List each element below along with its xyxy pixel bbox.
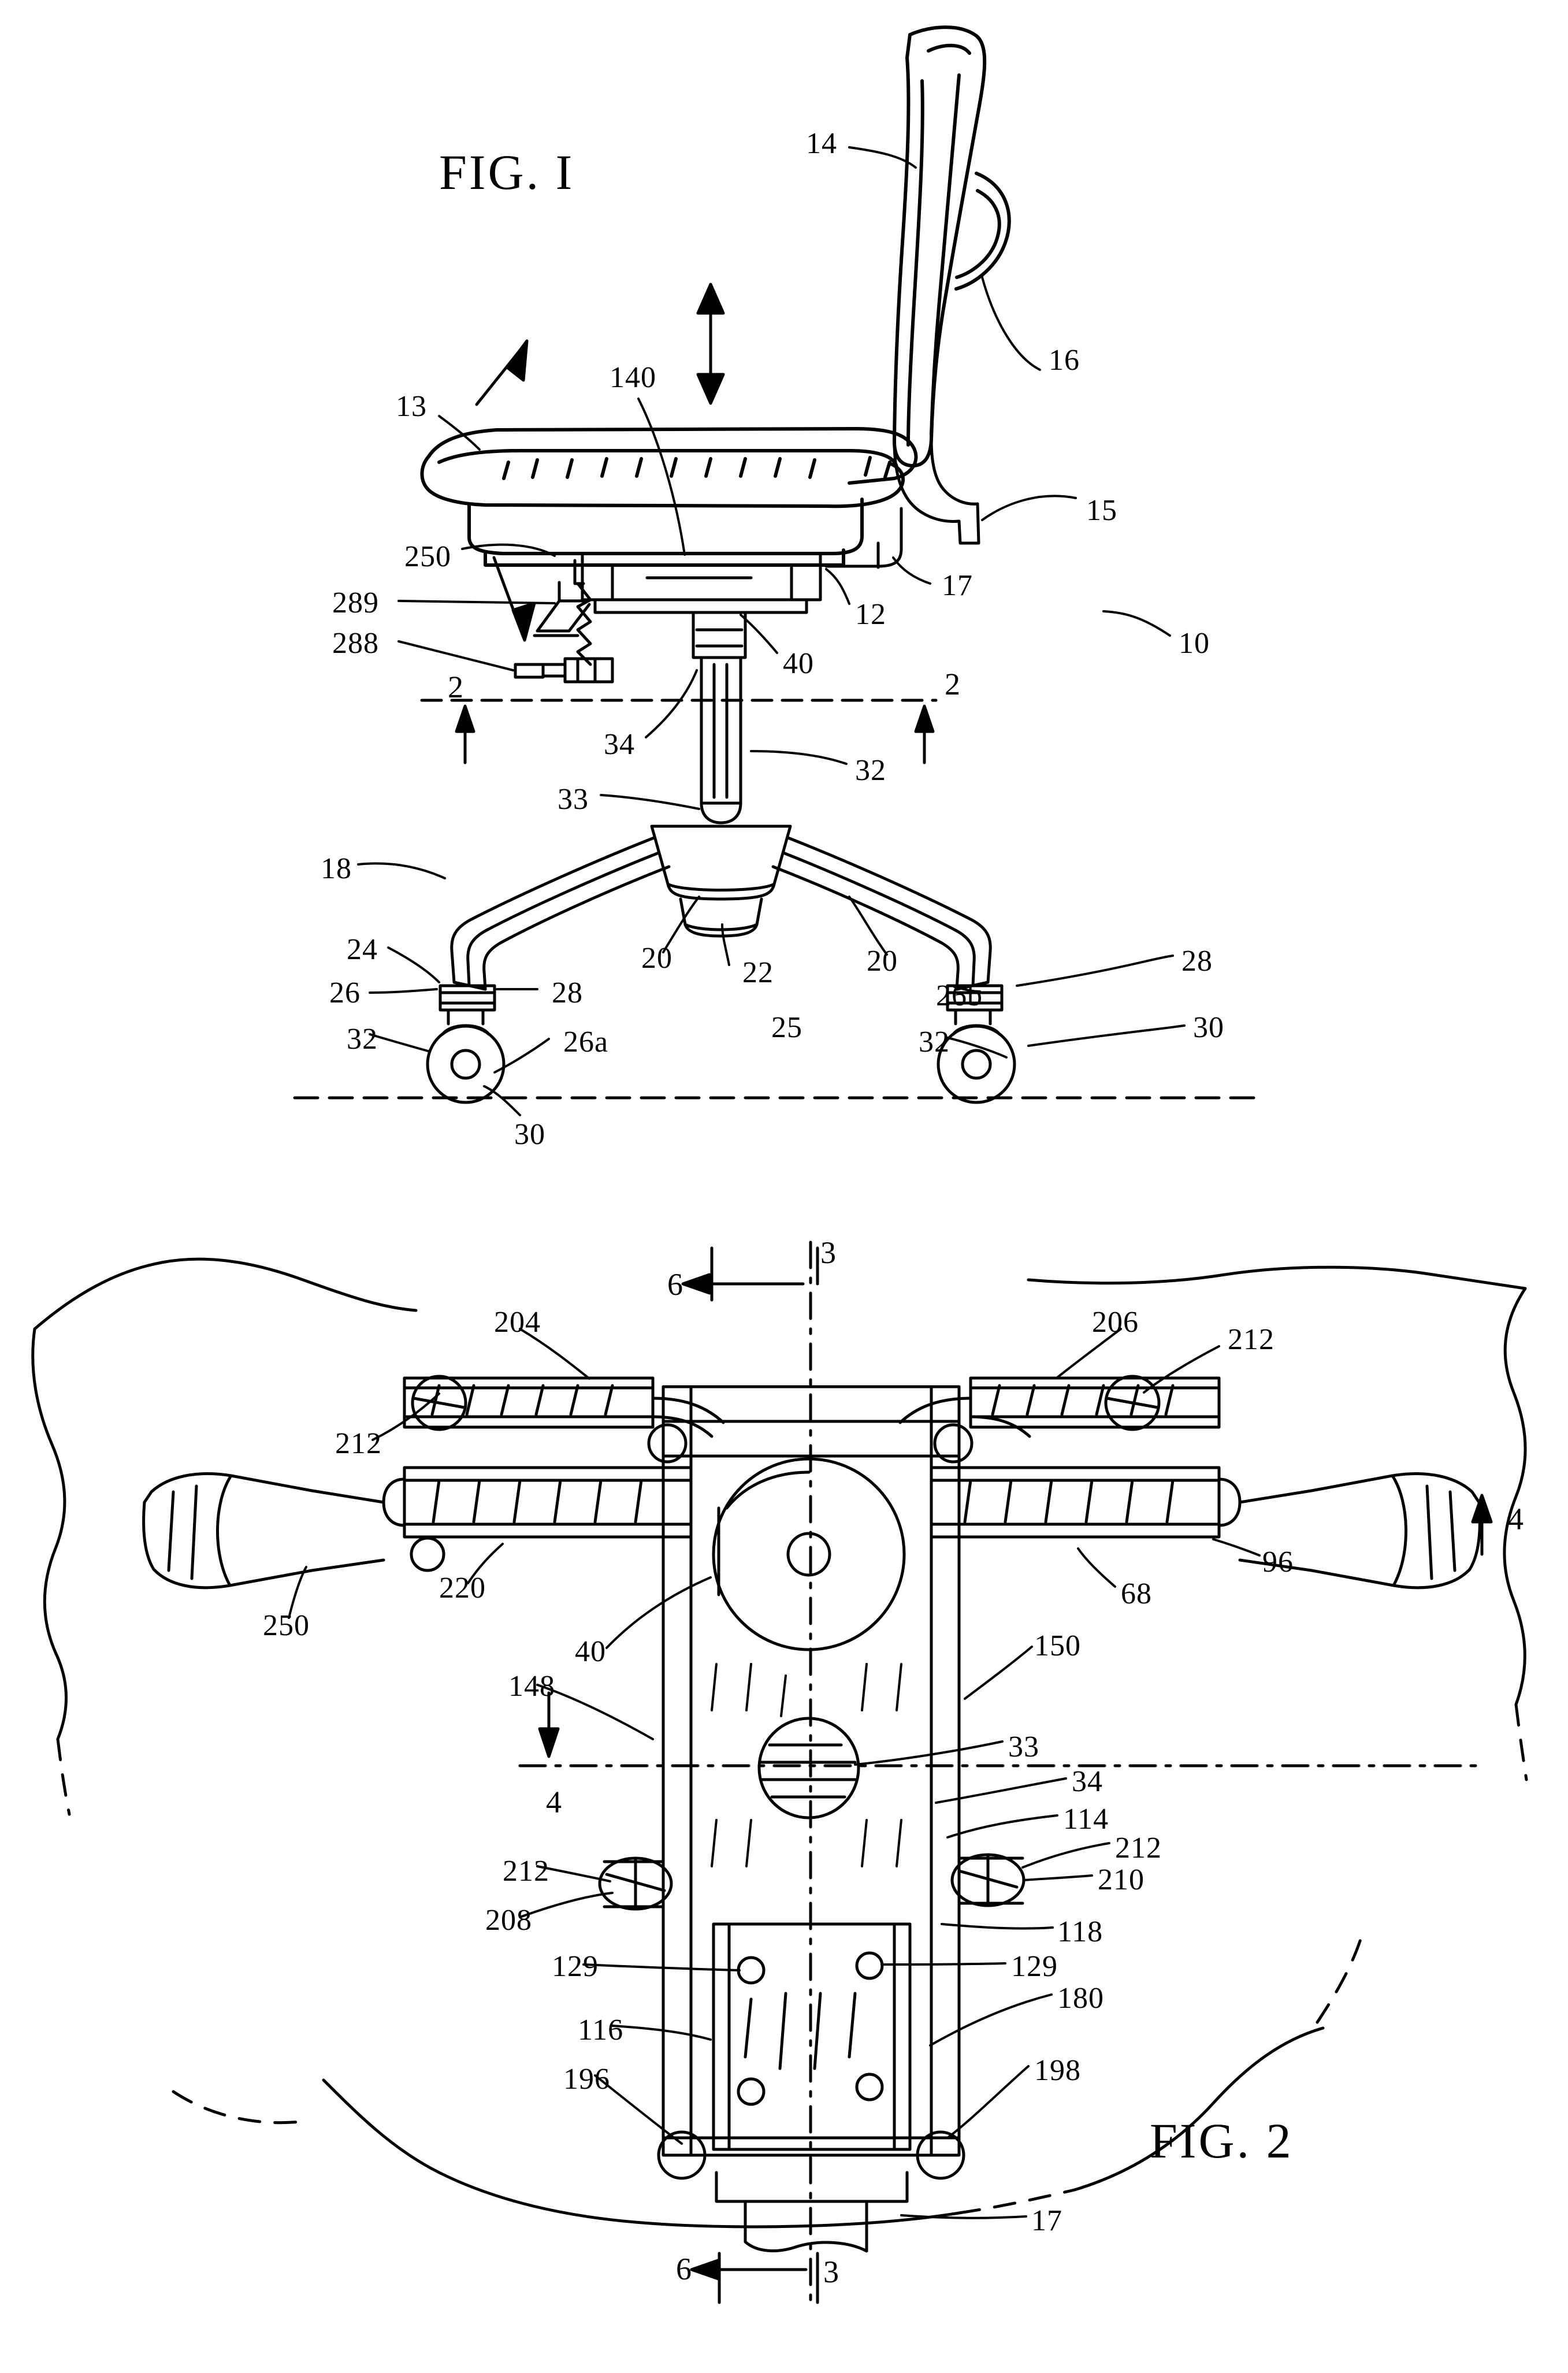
- fig1-control-housing: [582, 554, 820, 612]
- ref-numeral-118: 118: [1057, 1915, 1103, 1948]
- ref-numeral-12: 12: [855, 598, 886, 631]
- ref-numeral-16: 16: [1049, 344, 1080, 377]
- section-mark-3-top: 3: [820, 1235, 836, 1270]
- ref-numeral-210: 210: [1098, 1863, 1145, 1896]
- ref-numeral-250-fig2: 250: [263, 1609, 310, 1642]
- fig2-hub-circle: [714, 1459, 904, 1650]
- ref-numeral-25: 25: [771, 1011, 802, 1044]
- section-mark-6-top: 6: [667, 1267, 683, 1302]
- fig2-section-4-arrows: [540, 1495, 1491, 1756]
- ref-numeral-204: 204: [494, 1306, 541, 1339]
- ref-numeral-288: 288: [332, 627, 379, 660]
- ref-numeral-30-left: 30: [514, 1118, 545, 1151]
- ref-numeral-17: 17: [942, 569, 973, 602]
- ref-numeral-212-b: 212: [335, 1427, 382, 1460]
- ref-numeral-40-fig2: 40: [575, 1635, 606, 1668]
- ref-numeral-20-left: 20: [641, 942, 672, 975]
- fig1-tilt-arrow: [477, 341, 534, 640]
- figure-2-title: FIG. 2: [1150, 2113, 1294, 2168]
- ref-numeral-40: 40: [783, 647, 814, 680]
- ref-numeral-32-left: 32: [347, 1023, 378, 1056]
- fig2-break-outline: [33, 1259, 1525, 2227]
- ref-numeral-33-fig1: 33: [558, 783, 589, 816]
- fig2-section-bottom: [692, 2253, 818, 2303]
- ref-numeral-32-cyl: 32: [855, 754, 886, 787]
- fig1-height-arrow: [698, 284, 723, 403]
- ref-numeral-150: 150: [1034, 1629, 1081, 1662]
- section-mark-4-right: 4: [1508, 1502, 1524, 1536]
- ref-numeral-198: 198: [1034, 2054, 1081, 2087]
- ref-numeral-10: 10: [1179, 627, 1210, 660]
- fig1-gas-cylinder: [693, 612, 745, 823]
- ref-numeral-289: 289: [332, 586, 379, 619]
- ref-numeral-34-fig2: 34: [1072, 1765, 1103, 1798]
- ref-numeral-129-right: 129: [1011, 1950, 1058, 1983]
- ref-numeral-32-right: 32: [919, 1026, 950, 1059]
- fig2-cylinder-circle: [759, 1718, 859, 1818]
- ref-numeral-250: 250: [404, 540, 451, 573]
- ref-numeral-18: 18: [321, 852, 352, 885]
- section-mark-2-left: 2: [448, 670, 463, 704]
- ref-numeral-26a: 26a: [563, 1026, 609, 1059]
- ref-numeral-212-a: 212: [1228, 1323, 1275, 1356]
- ref-numeral-34-fig1: 34: [604, 728, 635, 761]
- fig1-base-hub: [652, 826, 790, 936]
- ref-numeral-15: 15: [1086, 494, 1117, 527]
- ref-numeral-180: 180: [1057, 1982, 1104, 2015]
- fig1-back-support: [826, 439, 979, 567]
- ref-numeral-220: 220: [439, 1572, 486, 1605]
- ref-numeral-212-d: 212: [503, 1855, 549, 1888]
- ref-numeral-30-right: 30: [1193, 1011, 1224, 1044]
- ref-numeral-24: 24: [347, 933, 378, 966]
- ref-numeral-28-left: 28: [552, 976, 583, 1009]
- fig1-caster-left: [428, 986, 504, 1102]
- ref-numeral-17-fig2: 17: [1031, 2204, 1062, 2237]
- ref-numeral-116: 116: [578, 2014, 624, 2047]
- ref-numeral-14: 14: [806, 127, 837, 160]
- ref-numeral-140: 140: [610, 361, 656, 394]
- section-mark-2-right: 2: [945, 667, 960, 701]
- ref-numeral-208: 208: [485, 1904, 532, 1937]
- ref-numeral-20-right: 20: [867, 945, 898, 978]
- fig2-leaders: [289, 1329, 1259, 2218]
- ref-numeral-114: 114: [1063, 1803, 1109, 1836]
- section-mark-6-bottom: 6: [676, 2252, 692, 2286]
- ref-numeral-22: 22: [742, 956, 774, 989]
- ref-numeral-33-fig2: 33: [1008, 1730, 1039, 1763]
- ref-numeral-68: 68: [1121, 1577, 1152, 1610]
- ref-numeral-28-right: 28: [1181, 945, 1213, 978]
- figure-1-title: FIG. I: [439, 144, 575, 200]
- section-mark-3-bottom: 3: [823, 2255, 839, 2289]
- fig1-base-legs: [452, 838, 990, 989]
- ref-numeral-196: 196: [563, 2063, 610, 2096]
- ref-numeral-148: 148: [508, 1670, 555, 1703]
- fig2-section-top: [683, 1248, 818, 1300]
- ref-numeral-26: 26: [329, 976, 361, 1009]
- ref-numeral-206: 206: [1092, 1306, 1139, 1339]
- fig1-backrest: [894, 27, 1009, 466]
- ref-numeral-26b: 26b: [936, 979, 983, 1012]
- ref-numeral-212-c: 212: [1115, 1832, 1162, 1865]
- ref-numeral-13: 13: [396, 390, 427, 423]
- ref-numeral-129-left: 129: [552, 1950, 599, 1983]
- section-mark-4-left: 4: [546, 1785, 562, 1819]
- ref-numeral-96: 96: [1262, 1546, 1294, 1579]
